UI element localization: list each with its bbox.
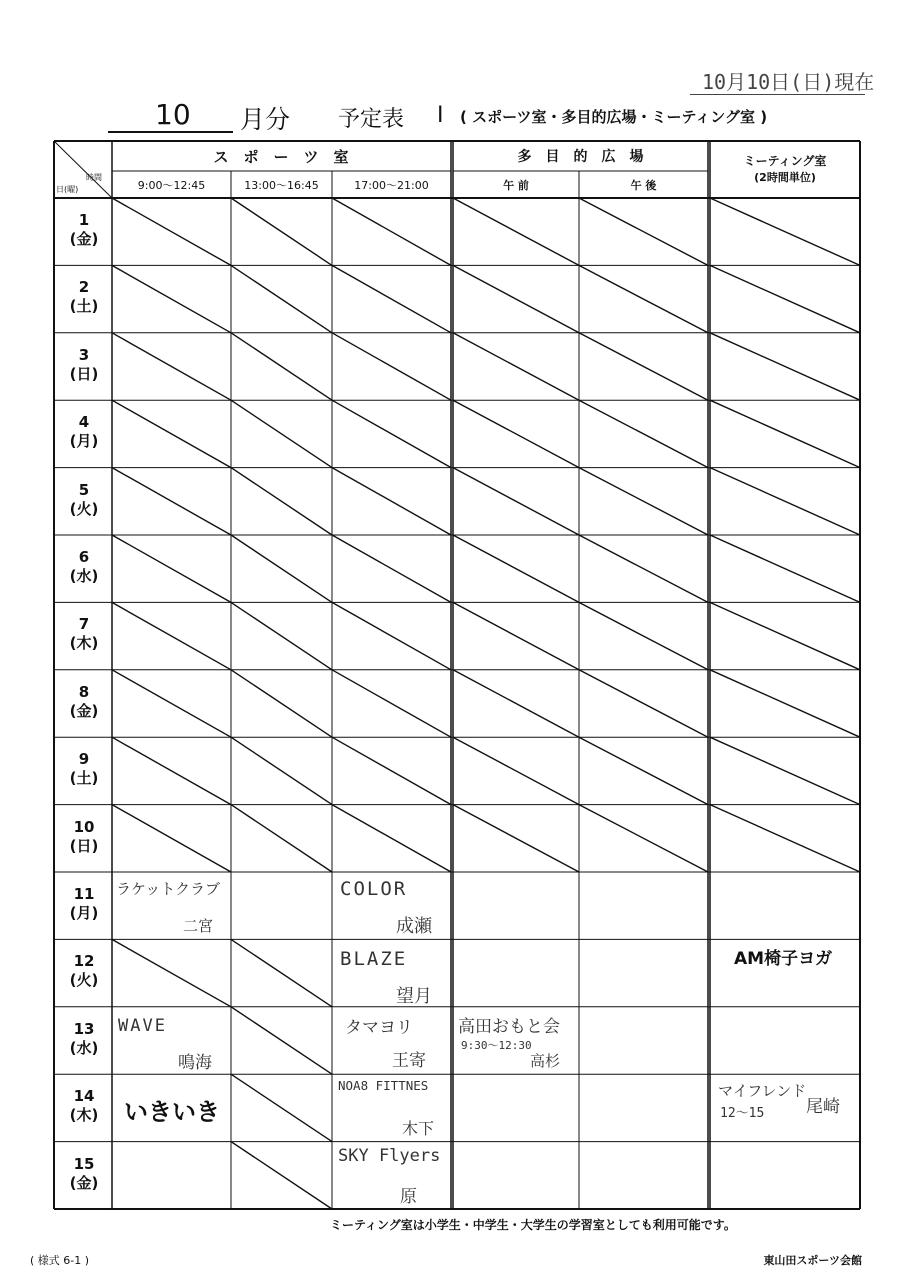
cell-strikeout	[112, 468, 231, 535]
cell-strikeout	[231, 535, 332, 602]
day-label	[56, 346, 112, 384]
cell-strikeout	[112, 805, 231, 872]
cell-strikeout	[579, 670, 708, 737]
cell-strikeout	[453, 670, 579, 737]
cell-strikeout	[579, 265, 708, 332]
day-label	[56, 1020, 112, 1058]
entry-d13-plaza-group: 高田おもと会	[458, 1017, 560, 1037]
day-of-week: (金)	[69, 1173, 99, 1192]
schedule-roman-numeral: Ⅰ	[437, 103, 444, 128]
cell-strikeout	[453, 535, 579, 602]
day-label	[56, 952, 112, 990]
day-label	[56, 750, 112, 788]
day-of-week: (木)	[69, 634, 99, 653]
cell-strikeout	[710, 737, 860, 804]
cell-strikeout	[332, 265, 451, 332]
day-number: 11	[73, 885, 95, 903]
day-number: 3	[78, 345, 90, 364]
day-number: 14	[73, 1087, 95, 1106]
day-number: 8	[78, 682, 90, 701]
cell-strikeout	[453, 400, 579, 467]
cell-strikeout	[112, 198, 231, 265]
day-number: 9	[78, 750, 90, 769]
day-of-week: (土)	[69, 769, 99, 788]
day-label	[56, 278, 112, 316]
cell-strikeout	[112, 333, 231, 400]
entry-d11-morning-group: ラケットクラブ	[116, 880, 220, 898]
cell-strikeout	[710, 468, 860, 535]
cell-strikeout	[710, 535, 860, 602]
day-of-week: (水)	[69, 567, 99, 585]
cell-strikeout	[579, 602, 708, 669]
cell-strikeout	[332, 400, 451, 467]
cell-strikeout	[112, 400, 231, 467]
entry-d13-evening-group: タマヨリ	[345, 1018, 413, 1038]
cell-strikeout	[231, 265, 332, 332]
cell-strikeout	[579, 737, 708, 804]
cell-strikeout	[231, 670, 332, 737]
day-number: 1	[78, 211, 90, 229]
entry-d12-meeting: AM椅子ヨガ	[734, 949, 833, 969]
entry-d11-morning-name: 二宮	[183, 917, 214, 935]
entry-d11-evening-group: COLOR	[340, 878, 408, 900]
cell-strikeout	[231, 939, 332, 1006]
facility-name: 東山田スポーツ会館	[763, 1254, 862, 1267]
day-number: 15	[73, 1154, 95, 1173]
cell-strikeout	[231, 333, 332, 400]
cell-strikeout	[112, 265, 231, 332]
day-label	[56, 1087, 112, 1125]
day-number: 10	[73, 817, 95, 836]
slot-morning: 9:00～12:45	[137, 179, 206, 192]
day-label	[56, 615, 112, 653]
cell-strikeout	[231, 1007, 332, 1074]
entry-d14-evening-group: NOA8 FITTNES	[338, 1078, 429, 1093]
day-label	[56, 1155, 112, 1193]
day-of-week: (日)	[69, 836, 99, 855]
cell-strikeout	[710, 400, 860, 467]
slot-afternoon: 13:00～16:45	[244, 179, 319, 192]
as-of-date: 10月10日(日)現在	[702, 70, 875, 94]
day-of-week: (火)	[69, 971, 99, 990]
cell-strikeout	[332, 468, 451, 535]
month-label: 月分	[240, 105, 291, 134]
day-number: 12	[73, 952, 95, 971]
cell-strikeout	[332, 737, 451, 804]
entry-d13-morning-name: 鳴海	[178, 1053, 212, 1073]
day-of-week: (金)	[69, 701, 99, 720]
month-number: 10	[155, 98, 191, 131]
slot-plaza-pm: 午 後	[630, 179, 657, 192]
sports-room-header: ス ポ ー ツ 室	[213, 148, 349, 166]
cell-strikeout	[453, 198, 579, 265]
day-of-week: (月)	[69, 432, 99, 451]
plaza-header: 多 目 的 広 場	[517, 149, 644, 165]
cell-strikeout	[453, 805, 579, 872]
day-label	[56, 683, 112, 721]
cell-strikeout	[710, 670, 860, 737]
entry-d14-meeting-name: 尾崎	[806, 1097, 840, 1117]
entry-d14-morning: いきいき	[124, 1098, 220, 1126]
slot-plaza-am: 午 前	[503, 179, 529, 192]
slot-evening: 17:00～21:00	[354, 179, 429, 192]
cell-strikeout	[112, 939, 231, 1006]
entry-d13-plaza-name: 高杉	[530, 1052, 561, 1070]
cell-strikeout	[231, 1142, 332, 1209]
entry-d14-meeting-time: 12～15	[720, 1106, 765, 1121]
day-of-week: (木)	[69, 1106, 99, 1125]
cell-strikeout	[453, 265, 579, 332]
cell-strikeout	[112, 602, 231, 669]
cell-strikeout	[231, 1074, 332, 1141]
cell-strikeout	[579, 198, 708, 265]
day-of-week: (日)	[69, 364, 99, 383]
entry-d13-plaza-time: 9:30～12:30	[461, 1039, 532, 1052]
day-label	[56, 413, 112, 451]
entry-d15-evening-group: SKY Flyers	[338, 1146, 441, 1166]
day-label	[56, 885, 112, 923]
day-number: 4	[78, 413, 90, 432]
entry-d13-morning-group: WAVE	[118, 1016, 167, 1036]
entry-d14-meeting-group: マイフレンド	[718, 1082, 807, 1100]
cell-strikeout	[332, 805, 451, 872]
cell-strikeout	[231, 805, 332, 872]
form-number: ( 様式 6-1 )	[30, 1254, 90, 1267]
cell-strikeout	[231, 400, 332, 467]
cell-strikeout	[710, 265, 860, 332]
entry-d12-evening-group: BLAZE	[340, 948, 408, 970]
cell-strikeout	[710, 805, 860, 872]
cell-strikeout	[231, 198, 332, 265]
schedule-title: 予定表	[338, 107, 405, 132]
entry-d15-evening-name: 原	[400, 1187, 417, 1207]
entry-d13-evening-name: 王寄	[392, 1051, 426, 1071]
cell-strikeout	[453, 737, 579, 804]
day-number: 13	[73, 1019, 95, 1038]
cell-strikeout	[231, 737, 332, 804]
cell-strikeout	[231, 602, 332, 669]
cell-strikeout	[710, 198, 860, 265]
cell-strikeout	[332, 198, 451, 265]
day-of-week: (土)	[69, 297, 99, 316]
cell-strikeout	[579, 400, 708, 467]
day-of-week: (月)	[69, 904, 99, 922]
day-label	[56, 548, 112, 586]
day-label	[56, 818, 112, 856]
day-number: 7	[78, 615, 90, 634]
cell-strikeout	[112, 737, 231, 804]
cell-strikeout	[710, 602, 860, 669]
day-number: 2	[78, 278, 90, 297]
corner-time-label: 時間	[86, 173, 102, 182]
day-number: 6	[78, 548, 90, 566]
cell-strikeout	[453, 602, 579, 669]
day-of-week: (火)	[69, 499, 99, 518]
cell-strikeout	[231, 468, 332, 535]
corner-day-label: 日(曜)	[56, 185, 79, 194]
entry-d12-evening-name: 望月	[396, 986, 432, 1007]
cell-strikeout	[112, 670, 231, 737]
cell-strikeout	[332, 333, 451, 400]
day-of-week: (水)	[69, 1038, 99, 1057]
cell-strikeout	[332, 535, 451, 602]
cell-strikeout	[579, 333, 708, 400]
cell-strikeout	[710, 333, 860, 400]
cell-strikeout	[112, 535, 231, 602]
day-number: 5	[78, 480, 90, 499]
meeting-room-header: ミーティング室	[743, 154, 827, 168]
day-label	[56, 211, 112, 249]
cell-strikeout	[579, 535, 708, 602]
cell-strikeout	[579, 805, 708, 872]
entry-d11-evening-name: 成瀬	[396, 916, 432, 937]
entry-d14-evening-name: 木下	[402, 1119, 435, 1138]
meeting-room-unit: (2時間単位)	[754, 171, 816, 184]
day-label	[56, 481, 112, 519]
cell-strikeout	[332, 670, 451, 737]
cell-strikeout	[453, 333, 579, 400]
day-of-week: (金)	[69, 230, 99, 248]
cell-strikeout	[579, 468, 708, 535]
cell-strikeout	[453, 468, 579, 535]
cell-strikeout	[332, 602, 451, 669]
footer-note: ミーティング室は小学生・中学生・大学生の学習室としても利用可能です。	[330, 1218, 736, 1232]
schedule-subtitle: ( スポーツ室・多目的広場・ミーティング室 )	[460, 108, 768, 126]
